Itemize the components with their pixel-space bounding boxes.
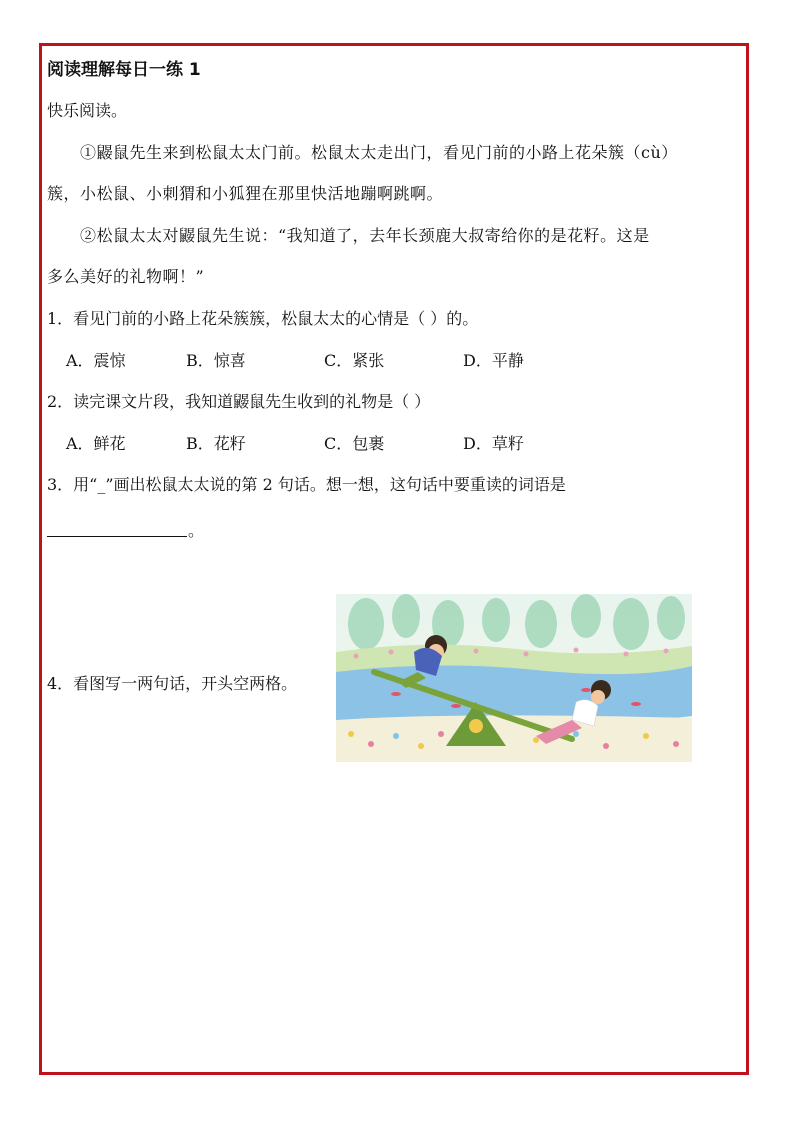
q2-option-b[interactable]: B．花籽 [186, 434, 246, 453]
q2-option-c[interactable]: C．包裹 [324, 434, 385, 453]
q1-option-c[interactable]: C．紧张 [324, 351, 385, 370]
q1-option-b[interactable]: B．惊喜 [186, 351, 246, 370]
question-1: 1．看见门前的小路上花朵簇簇，松鼠太太的心情是（ ）的。 [47, 309, 479, 328]
q1-option-a[interactable]: A．震惊 [66, 351, 126, 370]
question-3: 3．用“_”画出松鼠太太说的第 2 句话。想一想，这句话中要重读的词语是 [47, 475, 566, 494]
passage-line: 多么美好的礼物啊！” [47, 267, 205, 286]
answer-end: 。 [188, 521, 205, 540]
passage-line: 簇，小松鼠、小刺猬和小狐狸在那里快活地蹦啊跳啊。 [47, 184, 444, 203]
instruction: 快乐阅读。 [47, 101, 128, 120]
question-4: 4．看图写一两句话，开头空两格。 [47, 674, 298, 693]
worksheet-title: 阅读理解每日一练 1 [47, 60, 201, 80]
q2-option-d[interactable]: D．草籽 [463, 434, 524, 453]
question-2: 2．读完课文片段，我知道鼹鼠先生收到的礼物是（ ） [47, 392, 431, 411]
answer-blank[interactable] [47, 535, 187, 537]
q1-option-d[interactable]: D．平静 [463, 351, 524, 370]
q2-option-a[interactable]: A．鲜花 [66, 434, 126, 453]
passage-line: ①鼹鼠先生来到松鼠太太门前。松鼠太太走出门，看见门前的小路上花朵簇（cù） [80, 143, 678, 162]
passage-line: ②松鼠太太对鼹鼠先生说：“我知道了，去年长颈鹿大叔寄给你的是花籽。这是 [80, 226, 650, 245]
seesaw-children-illustration-icon [336, 594, 692, 762]
